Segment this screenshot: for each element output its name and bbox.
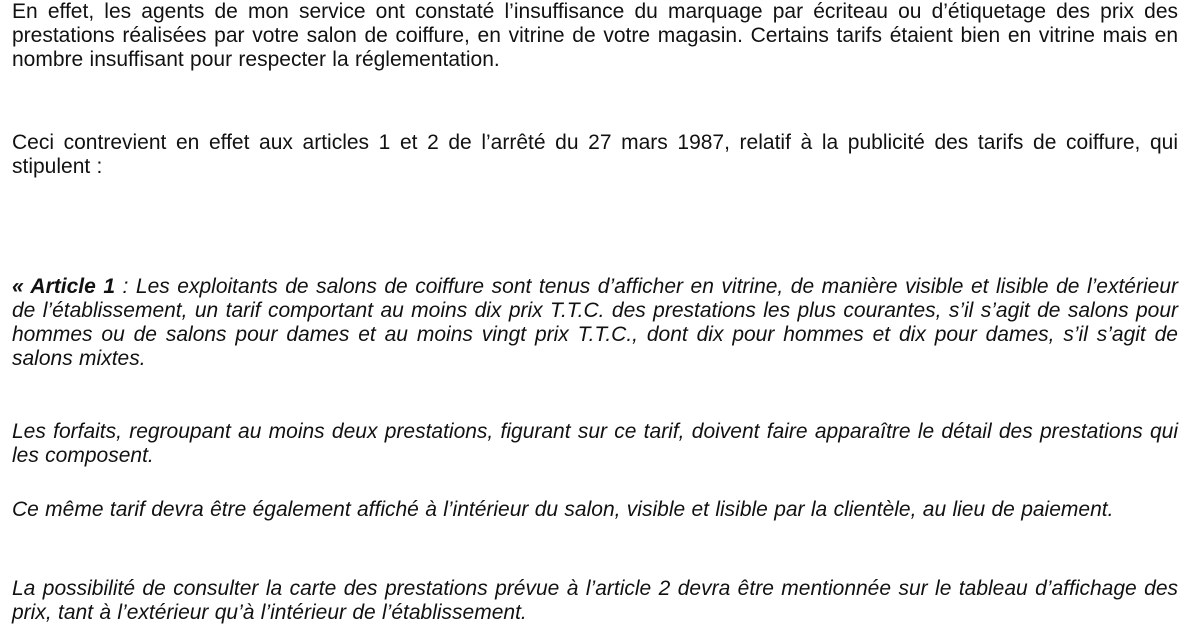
article-1-label: « Article 1 [12, 275, 116, 298]
paragraph-constat: En effet, les agents de mon service ont constaté l’insuffisance du marquage par écriteau ou d’étiquetage des prix des prestations réalisées par votre salon de coiffure, en vitrine de votre magasin. Certains tarifs étaient bien en vitrine mais en nombre insuffisant pour respecter la réglementation. [12, 0, 1178, 71]
paragraph-forfaits: Les forfaits, regroupant au moins deux prestations, figurant sur ce tarif, doivent faire apparaître le détail des prestations qui les composent. [12, 420, 1178, 467]
paragraph-carte-prestations: La possibilité de consulter la carte des prestations prévue à l’article 2 devra être mentionnée sur le tableau d’affichage des prix, tant à l’extérieur qu’à l’intérieur de l’établissement. [12, 577, 1178, 624]
paragraph-affichage-interieur: Ce même tarif devra être également affiché à l’intérieur du salon, visible et lisible par la clientèle, au lieu de paiement. [12, 498, 1114, 521]
article-1-paragraph [12, 275, 1178, 371]
article-1-text: : Les exploitants de salons de coiffure sont tenus d’afficher en vitrine, de manière visible et lisible de l’extérieur de l’établissement, un tarif comportant au moins dix prix T.T.C. des prestations les plus courantes, s’il s’agit de salons pour hommes ou de salons pour dames et au moins vingt prix T.T.C., dont dix pour hommes et dix pour dames, s’il s’agit de salons mixtes. [12, 275, 1178, 370]
paragraph-contravention: Ceci contrevient en effet aux articles 1 et 2 de l’arrêté du 27 mars 1987, relatif à la publicité des tarifs de coiffure, qui stipulent : [12, 131, 1178, 178]
